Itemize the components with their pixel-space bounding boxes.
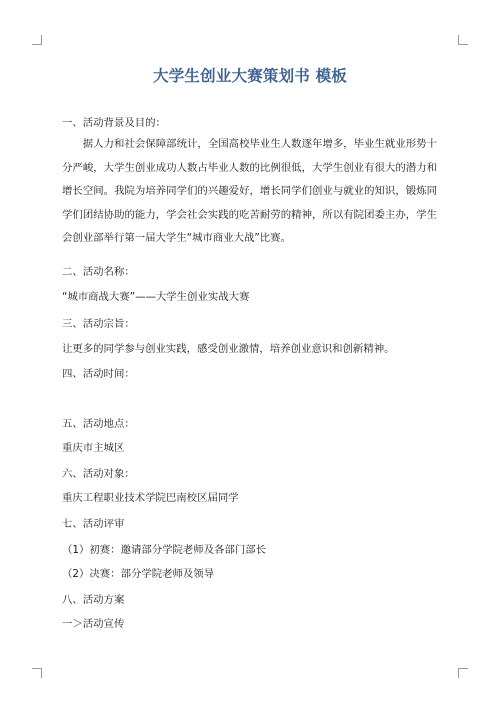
list-item-final: （2）决赛：部分学院老师及领导	[62, 568, 215, 580]
section-heading-time: 四、活动时间：	[62, 368, 135, 380]
crop-mark-top-left	[32, 35, 42, 45]
section-heading-purpose: 三、活动宗旨：	[62, 318, 135, 330]
crop-mark-top-right	[458, 35, 468, 45]
section-body-location: 重庆市主城区	[62, 442, 125, 454]
section-body-name: “城市商战大赛”——大学生创业实战大赛	[62, 291, 250, 303]
document-title: 大学生创业大赛策划书 模板	[153, 67, 347, 85]
section-body-background: 据人力和社会保障部统计，全国高校毕业生人数逐年增多，毕业生就业形势十分严峻，大学生创业成功人数占毕业人数的比例很低，大学生创业有很大的潜力和增长空间。我院为培养同学们的兴趣爱好，增长同学们创业与就业的知识，锻炼同学们团结协助的能力，学会社会实践的吃苦耐劳的精神，所以有院团委主办，学生会创业部举行第一届大学生“城市商业大战”比赛。	[62, 138, 437, 245]
crop-mark-bottom-left	[32, 668, 42, 678]
list-item-promotion: 一＞活动宣传	[62, 618, 125, 630]
crop-mark-bottom-right	[458, 668, 468, 678]
section-heading-plan: 八、活动方案	[62, 594, 125, 606]
list-item-preliminary: （1）初赛：邀请部分学院老师及各部门部长	[62, 544, 267, 556]
section-heading-location: 五、活动地点：	[62, 418, 135, 430]
section-heading-background: 一、活动背景及目的：	[62, 117, 166, 129]
section-body-audience: 重庆工程职业技术学院巴南校区届同学	[62, 492, 239, 504]
section-body-purpose: 让更多的同学参与创业实践，感受创业激情，培养创业意识和创新精神。	[62, 343, 395, 355]
section-heading-name: 二、活动名称：	[62, 266, 135, 278]
section-heading-audience: 六、活动对象：	[62, 468, 135, 480]
section-heading-review: 七、活动评审	[62, 518, 125, 530]
